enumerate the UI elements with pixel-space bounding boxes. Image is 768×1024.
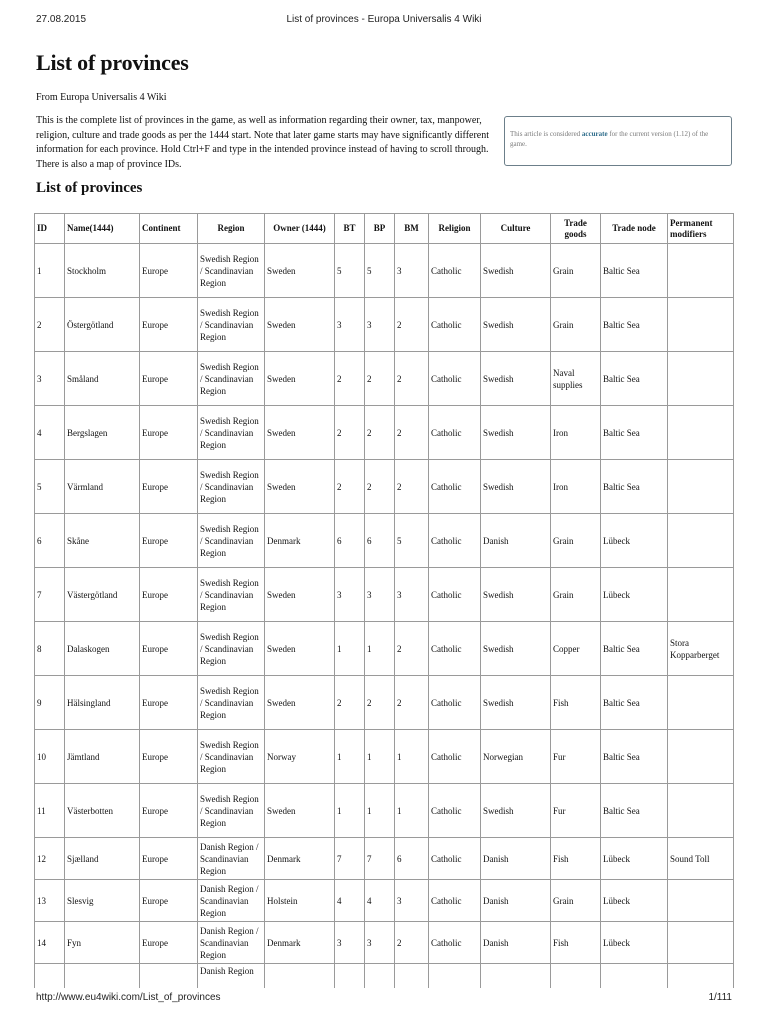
table-cell: Fur — [551, 784, 601, 838]
print-header — [0, 14, 768, 28]
table-cell: 14 — [35, 922, 65, 964]
table-cell: 1 — [365, 784, 395, 838]
table-cell: Danish — [481, 922, 551, 964]
table-cell: Swedish — [481, 676, 551, 730]
table-cell: 2 — [335, 406, 365, 460]
table-cell: 4 — [365, 880, 395, 922]
table-cell: 3 — [395, 568, 429, 622]
table-cell: 2 — [395, 352, 429, 406]
table-header-row — [35, 214, 734, 244]
table-cell: 2 — [365, 676, 395, 730]
table-cell[interactable]: Sweden — [265, 676, 335, 730]
table-cell: Catholic — [429, 676, 481, 730]
table-cell: Europe — [140, 244, 198, 298]
table-cell: Europe — [140, 352, 198, 406]
table-cell — [335, 964, 365, 989]
table-cell: Danish — [481, 514, 551, 568]
table-cell[interactable]: Småland — [65, 352, 140, 406]
table-cell: Europe — [140, 676, 198, 730]
table-cell: Fish — [551, 838, 601, 880]
table-cell: Europe — [140, 406, 198, 460]
print-url: http://www.eu4wiki.com/List_of_provinces — [36, 992, 221, 1003]
table-cell: Lübeck — [601, 838, 668, 880]
table-cell[interactable]: Stockholm — [65, 244, 140, 298]
table-cell — [668, 244, 734, 298]
table-cell: Lübeck — [601, 514, 668, 568]
table-cell: Europe — [140, 922, 198, 964]
table-cell[interactable]: Dalaskogen — [65, 622, 140, 676]
source-line: From Europa Universalis 4 Wiki — [36, 92, 167, 103]
table-cell: 1 — [35, 244, 65, 298]
page-title: List of provinces — [36, 50, 189, 75]
table-cell: Europe — [140, 514, 198, 568]
table-cell: Danish — [481, 838, 551, 880]
table-cell: 4 — [335, 880, 365, 922]
column-header: ID — [35, 214, 65, 244]
table-cell[interactable]: Sweden — [265, 298, 335, 352]
table-cell[interactable]: Sweden — [265, 568, 335, 622]
table-cell: 1 — [365, 622, 395, 676]
table-cell[interactable]: Skåne — [65, 514, 140, 568]
table-cell[interactable]: Norway — [265, 730, 335, 784]
table-cell: Swedish — [481, 244, 551, 298]
table-cell: Catholic — [429, 880, 481, 922]
table-cell — [668, 460, 734, 514]
table-row — [35, 244, 734, 298]
table-row — [35, 784, 734, 838]
table-cell: 2 — [395, 406, 429, 460]
table-cell: 6 — [35, 514, 65, 568]
table-cell: 1 — [335, 622, 365, 676]
table-cell: Baltic Sea — [601, 622, 668, 676]
table-cell: Swedish Region / Scandinavian Region — [198, 406, 265, 460]
table-cell: 2 — [365, 460, 395, 514]
table-cell: Danish Region / Scandinavian Region — [198, 922, 265, 964]
table-cell[interactable]: Sweden — [265, 784, 335, 838]
table-cell[interactable]: Denmark — [265, 922, 335, 964]
table-row — [35, 964, 734, 989]
table-cell: Danish Region / Scandinavian Region — [198, 838, 265, 880]
table-row — [35, 880, 734, 922]
table-cell: Catholic — [429, 730, 481, 784]
table-cell: Swedish — [481, 784, 551, 838]
table-cell: Swedish — [481, 406, 551, 460]
table-cell: Baltic Sea — [601, 730, 668, 784]
table-cell: 2 — [395, 460, 429, 514]
table-cell — [551, 964, 601, 989]
table-cell — [265, 964, 335, 989]
table-cell: Catholic — [429, 838, 481, 880]
table-cell: 2 — [335, 460, 365, 514]
table-cell: 13 — [35, 880, 65, 922]
section-title: List of provinces — [36, 180, 143, 196]
table-cell: 5 — [395, 514, 429, 568]
table-cell: Grain — [551, 568, 601, 622]
table-cell: Swedish Region / Scandinavian Region — [198, 460, 265, 514]
table-cell: Swedish Region / Scandinavian Region — [198, 514, 265, 568]
table-cell — [668, 406, 734, 460]
table-cell — [668, 298, 734, 352]
table-row — [35, 922, 734, 964]
table-cell: Grain — [551, 880, 601, 922]
table-cell[interactable]: Slesvig — [65, 880, 140, 922]
table-cell — [668, 730, 734, 784]
table-cell — [668, 880, 734, 922]
table-cell: Baltic Sea — [601, 406, 668, 460]
table-cell: 7 — [335, 838, 365, 880]
column-header: Region — [198, 214, 265, 244]
table-cell[interactable]: Denmark — [265, 514, 335, 568]
table-cell[interactable]: Hälsingland — [65, 676, 140, 730]
table-cell: 3 — [365, 568, 395, 622]
table-cell — [668, 964, 734, 989]
table-cell — [668, 922, 734, 964]
column-header: Permanent modifiers — [668, 214, 734, 244]
table-row — [35, 730, 734, 784]
table-body — [35, 244, 734, 989]
column-header: Trade goods — [551, 214, 601, 244]
table-cell: Baltic Sea — [601, 676, 668, 730]
table-cell: Baltic Sea — [601, 460, 668, 514]
table-cell: Swedish — [481, 568, 551, 622]
table-cell[interactable]: Östergötland — [65, 298, 140, 352]
table-cell: Swedish Region / Scandinavian Region — [198, 622, 265, 676]
table-cell[interactable]: Bergslagen — [65, 406, 140, 460]
table-cell: 2 — [395, 676, 429, 730]
table-cell: 2 — [35, 298, 65, 352]
table-cell: Europe — [140, 622, 198, 676]
table-cell: Baltic Sea — [601, 298, 668, 352]
table-cell[interactable]: Sweden — [265, 406, 335, 460]
table-cell: Catholic — [429, 514, 481, 568]
table-cell: Fish — [551, 922, 601, 964]
table-cell: Swedish Region / Scandinavian Region — [198, 730, 265, 784]
table-row — [35, 460, 734, 514]
table-cell: 2 — [365, 406, 395, 460]
table-cell: Europe — [140, 298, 198, 352]
table-cell[interactable]: Holstein — [265, 880, 335, 922]
column-header: Owner (1444) — [265, 214, 335, 244]
table-cell: 4 — [35, 406, 65, 460]
table-cell[interactable]: Jämtland — [65, 730, 140, 784]
accuracy-notice — [504, 116, 732, 166]
table-row — [35, 568, 734, 622]
table-cell: Fur — [551, 730, 601, 784]
table-cell: Catholic — [429, 406, 481, 460]
table-cell: Fish — [551, 676, 601, 730]
table-cell: Copper — [551, 622, 601, 676]
table-cell: Catholic — [429, 784, 481, 838]
table-row — [35, 622, 734, 676]
table-cell: 6 — [335, 514, 365, 568]
table-cell — [35, 964, 65, 989]
column-header: Continent — [140, 214, 198, 244]
table-row — [35, 838, 734, 880]
table-cell — [668, 676, 734, 730]
table-cell: Europe — [140, 838, 198, 880]
table-cell: Swedish — [481, 298, 551, 352]
table-cell: 3 — [35, 352, 65, 406]
table-cell: Iron — [551, 460, 601, 514]
column-header: Culture — [481, 214, 551, 244]
table-cell[interactable]: Denmark — [265, 838, 335, 880]
table-cell: 2 — [365, 352, 395, 406]
table-cell: Catholic — [429, 352, 481, 406]
table-row — [35, 514, 734, 568]
table-cell: Europe — [140, 784, 198, 838]
table-cell: Danish Region — [198, 964, 265, 989]
table-cell: 5 — [35, 460, 65, 514]
table-row — [35, 676, 734, 730]
table-cell: Lübeck — [601, 922, 668, 964]
table-cell: 6 — [395, 838, 429, 880]
notice-text-before: This article is considered — [510, 130, 581, 138]
table-cell: 2 — [335, 676, 365, 730]
column-header: Name(1444) — [65, 214, 140, 244]
table-cell: Baltic Sea — [601, 784, 668, 838]
column-header: BT — [335, 214, 365, 244]
table-cell: Lübeck — [601, 880, 668, 922]
table-cell: Swedish Region / Scandinavian Region — [198, 244, 265, 298]
table-cell[interactable]: Sjælland — [65, 838, 140, 880]
table-cell: 1 — [395, 784, 429, 838]
table-cell — [668, 352, 734, 406]
table-cell[interactable]: Sweden — [265, 244, 335, 298]
table-cell: 3 — [335, 922, 365, 964]
table-cell: Norwegian — [481, 730, 551, 784]
table-cell[interactable]: Västerbotten — [65, 784, 140, 838]
table-cell — [481, 964, 551, 989]
table-cell: Catholic — [429, 298, 481, 352]
table-cell: Sound Toll — [668, 838, 734, 880]
table-cell: 7 — [35, 568, 65, 622]
table-cell: Europe — [140, 460, 198, 514]
table-cell: Swedish — [481, 460, 551, 514]
table-cell: Stora Kopparberget — [668, 622, 734, 676]
table-cell: 8 — [35, 622, 65, 676]
table-cell: 5 — [335, 244, 365, 298]
table-cell: Europe — [140, 880, 198, 922]
column-header: Religion — [429, 214, 481, 244]
table-cell — [601, 964, 668, 989]
provinces-table-wrapper — [34, 213, 734, 988]
table-cell: Catholic — [429, 244, 481, 298]
notice-text-after: for the current version (1.12) of the game. — [510, 130, 709, 148]
table-cell: Swedish Region / Scandinavian Region — [198, 784, 265, 838]
table-cell: Swedish Region / Scandinavian Region — [198, 298, 265, 352]
table-cell: Catholic — [429, 622, 481, 676]
accurate-link[interactable]: accurate — [581, 130, 608, 138]
table-cell: Catholic — [429, 568, 481, 622]
table-cell — [140, 964, 198, 989]
table-cell: Swedish Region / Scandinavian Region — [198, 568, 265, 622]
table-cell[interactable]: Sweden — [265, 352, 335, 406]
table-cell: Swedish — [481, 352, 551, 406]
table-cell: 1 — [365, 730, 395, 784]
table-cell: Europe — [140, 730, 198, 784]
table-cell: Grain — [551, 298, 601, 352]
table-cell: Europe — [140, 568, 198, 622]
table-cell: 2 — [395, 298, 429, 352]
table-cell[interactable]: Västergötland — [65, 568, 140, 622]
table-cell: 5 — [365, 244, 395, 298]
print-date: 27.08.2015 — [36, 14, 87, 25]
table-cell: Catholic — [429, 460, 481, 514]
table-cell: Danish Region / Scandinavian Region — [198, 880, 265, 922]
page-number: 1/111 — [708, 992, 732, 1003]
table-cell: 10 — [35, 730, 65, 784]
table-cell — [429, 964, 481, 989]
provinces-table — [34, 213, 734, 988]
print-footer — [0, 992, 768, 1006]
table-cell: 1 — [335, 730, 365, 784]
column-header: Trade node — [601, 214, 668, 244]
column-header: BP — [365, 214, 395, 244]
table-cell[interactable]: Fyn — [65, 922, 140, 964]
table-cell — [668, 784, 734, 838]
table-cell: 3 — [335, 298, 365, 352]
table-cell: Danish — [481, 880, 551, 922]
table-cell: 3 — [335, 568, 365, 622]
intro-paragraph: This is the complete list of provinces in the game, as well as information regarding their owner, tax, manpower, religion, culture and trade goods as per the 1444 start. Note that later game starts may have significantly different information for each province. Hold Ctrl+F and type in the intended province instead of having to scroll through. There is also a map of province IDs. — [36, 115, 490, 170]
table-cell: 11 — [35, 784, 65, 838]
table-cell: Baltic Sea — [601, 244, 668, 298]
table-cell: Naval supplies — [551, 352, 601, 406]
table-cell: 1 — [395, 730, 429, 784]
table-cell — [668, 514, 734, 568]
table-cell: 3 — [365, 298, 395, 352]
table-cell: Swedish Region / Scandinavian Region — [198, 676, 265, 730]
table-row — [35, 298, 734, 352]
table-cell: Iron — [551, 406, 601, 460]
column-header: BM — [395, 214, 429, 244]
table-row — [35, 352, 734, 406]
table-cell — [65, 964, 140, 989]
table-cell: Catholic — [429, 922, 481, 964]
table-cell: Swedish — [481, 622, 551, 676]
table-cell: 2 — [335, 352, 365, 406]
table-cell: 7 — [365, 838, 395, 880]
table-cell[interactable]: Sweden — [265, 622, 335, 676]
table-cell[interactable]: Värmland — [65, 460, 140, 514]
table-cell: 9 — [35, 676, 65, 730]
table-cell: Swedish Region / Scandinavian Region — [198, 352, 265, 406]
table-cell: 1 — [335, 784, 365, 838]
table-row — [35, 406, 734, 460]
table-cell: Grain — [551, 514, 601, 568]
table-cell: Lübeck — [601, 568, 668, 622]
table-cell: Baltic Sea — [601, 352, 668, 406]
table-cell: Grain — [551, 244, 601, 298]
print-title: List of provinces - Europa Universalis 4 Wiki — [286, 14, 482, 25]
table-cell: 6 — [365, 514, 395, 568]
table-cell: 3 — [395, 880, 429, 922]
table-cell: 12 — [35, 838, 65, 880]
table-cell: 3 — [395, 244, 429, 298]
table-cell: 2 — [395, 622, 429, 676]
table-cell — [365, 964, 395, 989]
table-cell: 2 — [395, 922, 429, 964]
table-cell[interactable]: Sweden — [265, 460, 335, 514]
table-cell — [668, 568, 734, 622]
table-cell — [395, 964, 429, 989]
table-cell: 3 — [365, 922, 395, 964]
